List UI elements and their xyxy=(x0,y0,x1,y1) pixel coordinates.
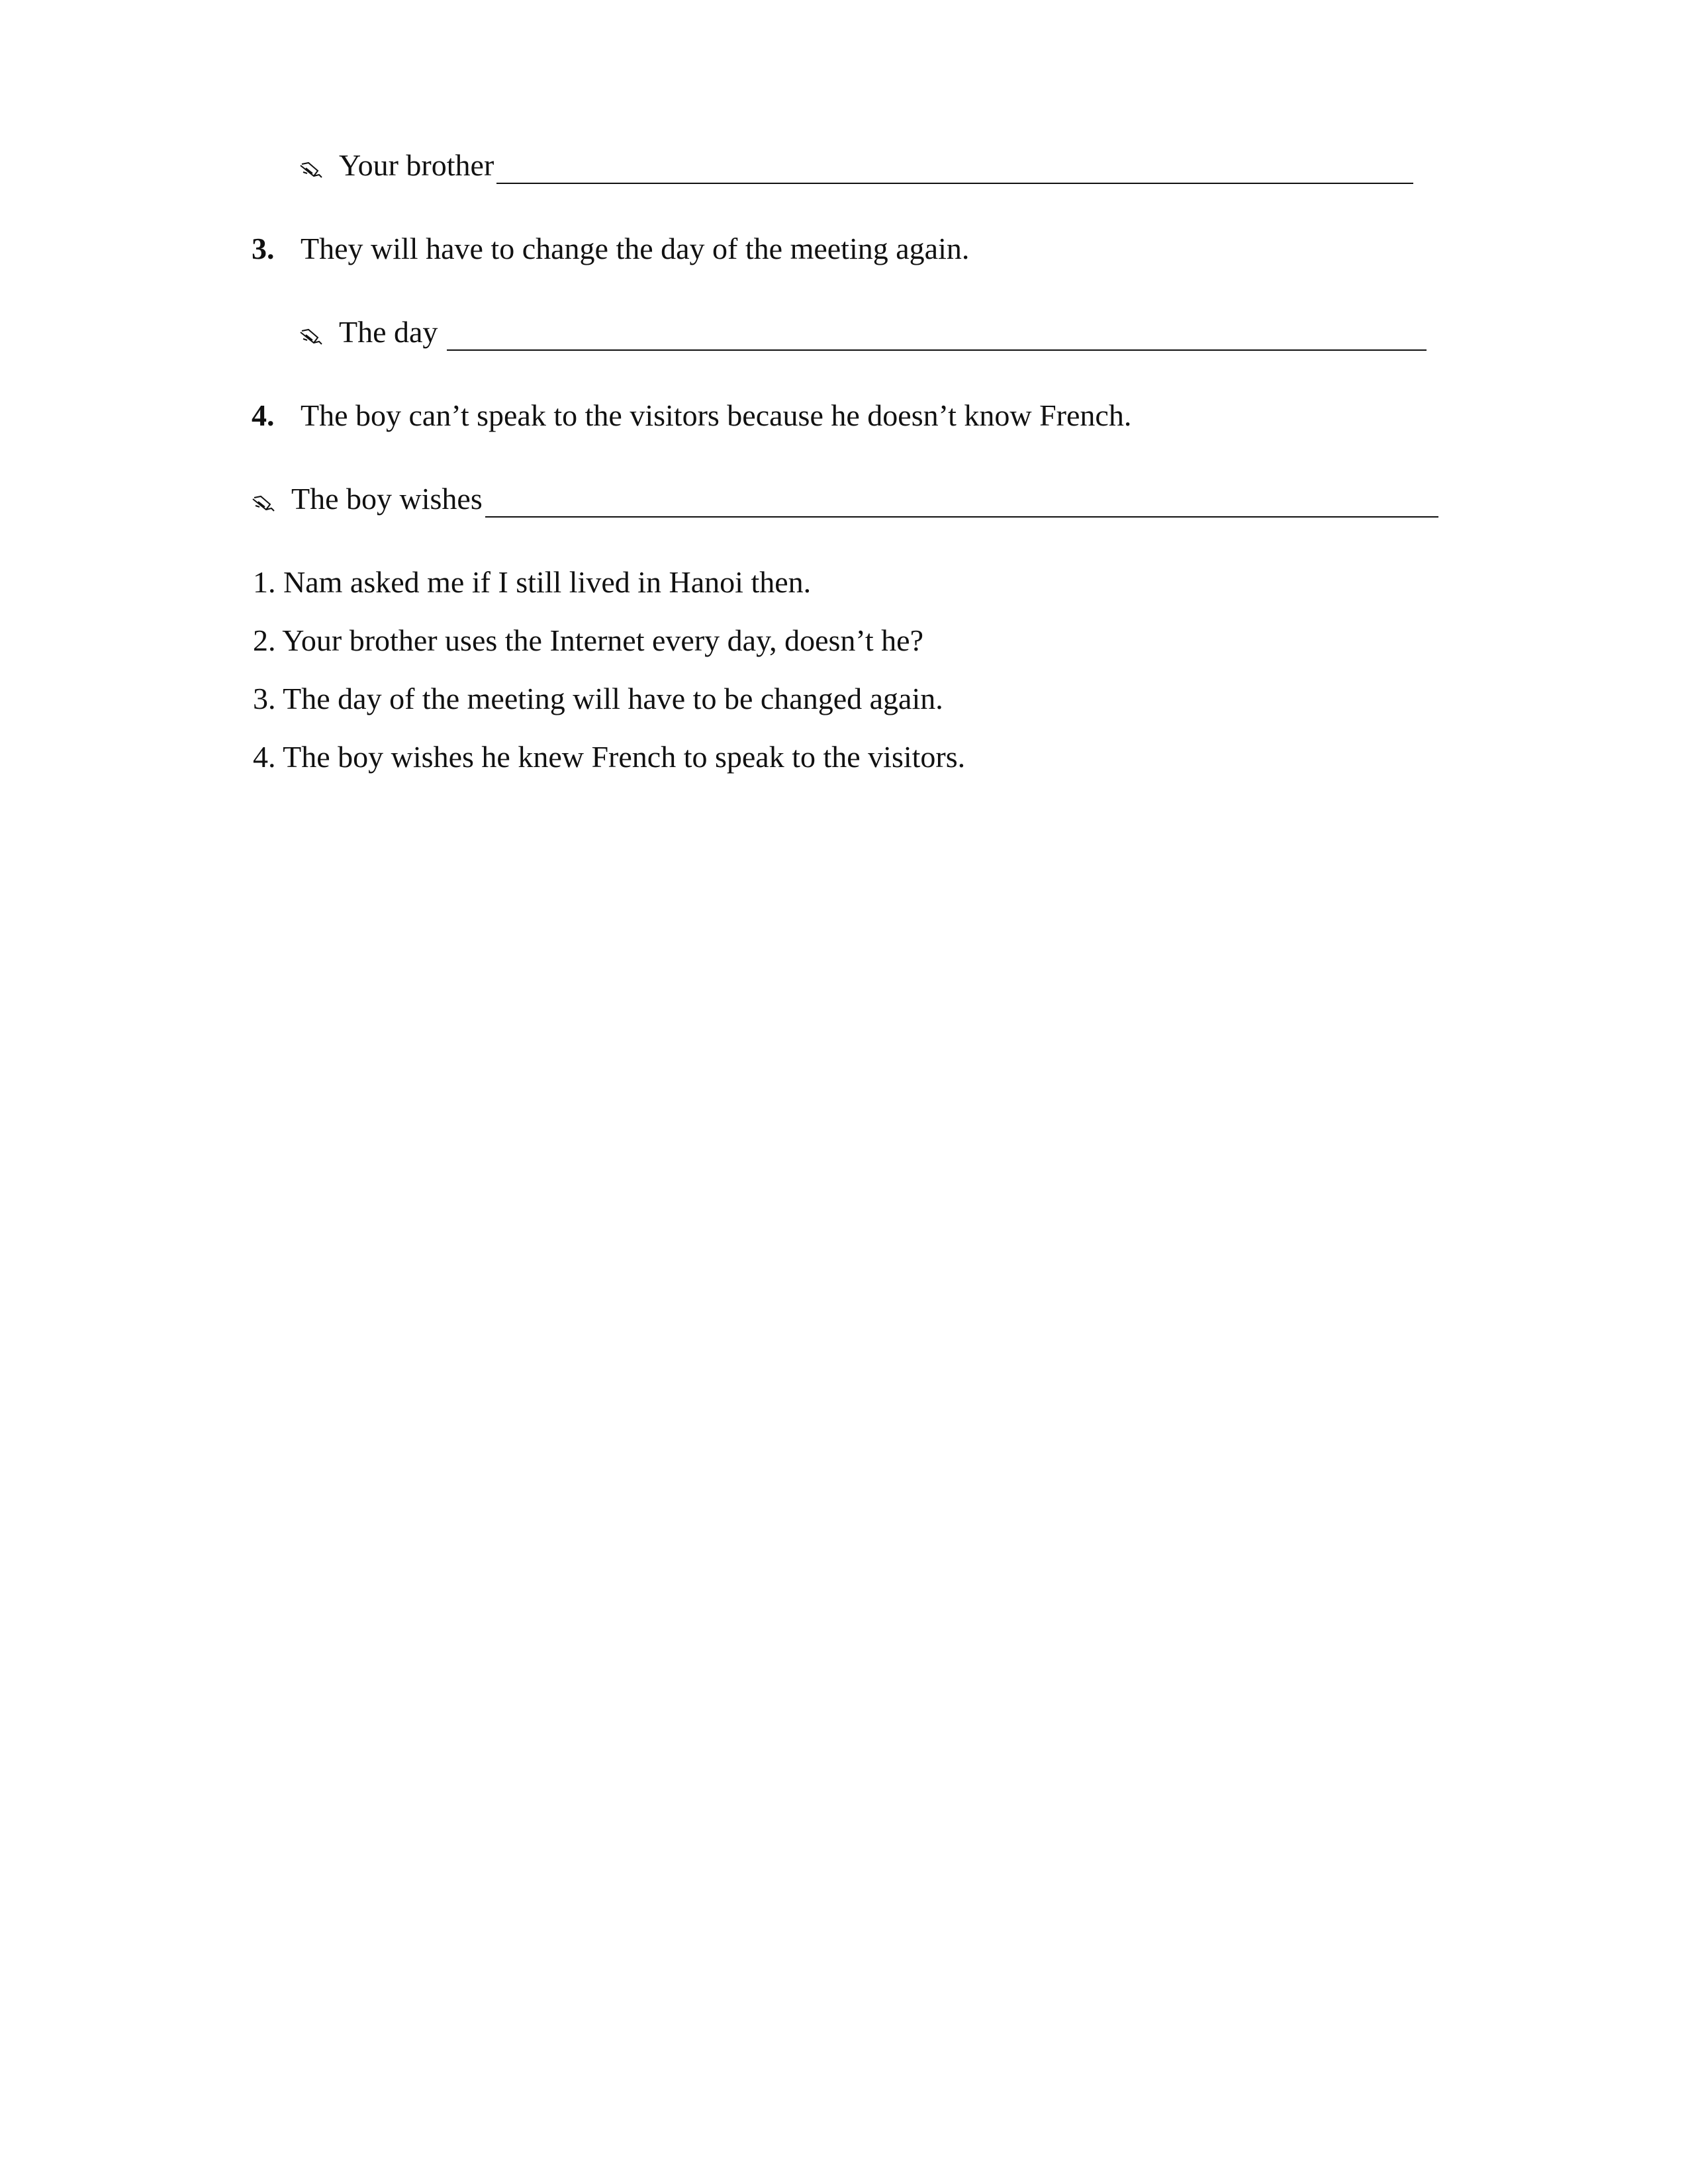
item3-rewrite-line xyxy=(299,314,1427,351)
item2-answer-blank[interactable] xyxy=(496,152,1413,184)
answer-text-3: 3. The day of the meeting will have to be changed again. xyxy=(253,682,943,715)
item4-sentence: The boy can’t speak to the visitors because he doesn’t know French. xyxy=(301,398,1132,432)
writing-hand-icon xyxy=(299,160,324,180)
item3-number: 3. xyxy=(252,232,275,265)
writing-hand-icon xyxy=(252,494,277,514)
item3-prompt-start: The day xyxy=(339,315,438,349)
item3-sentence: They will have to change the day of the meeting again. xyxy=(301,232,970,265)
answer-line-1 xyxy=(253,564,811,601)
answer-text-2: 2. Your brother uses the Internet every day, doesn’t he? xyxy=(253,623,924,657)
answer-line-4 xyxy=(253,739,965,776)
item3-answer-blank[interactable] xyxy=(447,319,1427,351)
item4-number: 4. xyxy=(252,398,275,432)
item4-answer-blank[interactable] xyxy=(485,486,1438,518)
item4-question xyxy=(252,397,1131,434)
item2-prompt-start: Your brother xyxy=(339,148,494,182)
item4-rewrite-line xyxy=(252,480,1438,518)
answer-text-4: 4. The boy wishes he knew French to speak to the visitors. xyxy=(253,740,966,774)
item3-question xyxy=(252,230,969,267)
item2-rewrite-line xyxy=(299,147,1413,184)
answer-text-1: 1. Nam asked me if I still lived in Hanoi then. xyxy=(253,565,812,599)
answer-line-3 xyxy=(253,680,943,717)
item4-prompt-start: The boy wishes xyxy=(291,482,483,516)
writing-hand-icon xyxy=(299,327,324,347)
answer-line-2 xyxy=(253,622,923,659)
